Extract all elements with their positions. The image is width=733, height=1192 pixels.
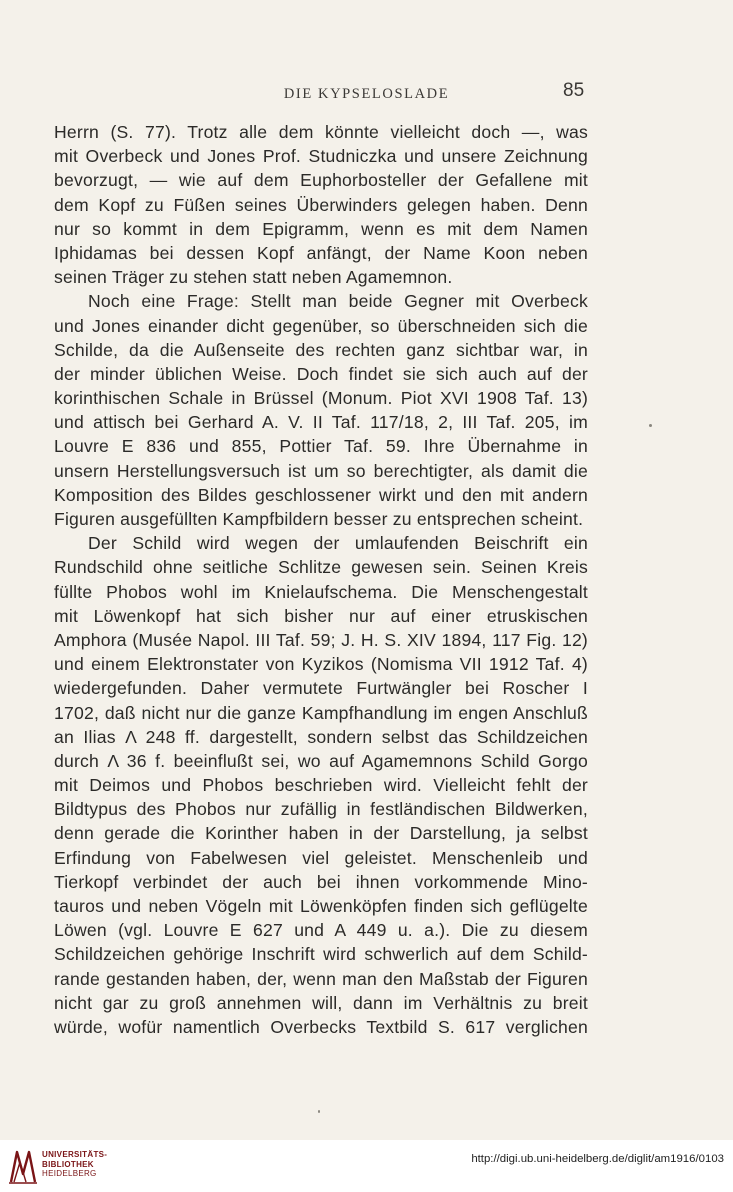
text-line: 1702, daß nicht nur die ganze Kampfhandlung im engen Anschluß bbox=[54, 702, 588, 723]
text-line: durch Λ 36 f. beeinflußt sei, wo auf Agamemnons Schild Gorgo bbox=[54, 750, 588, 771]
text-line: denn gerade die Korinther haben in der Darstellung, ja selbst bbox=[54, 823, 588, 844]
text-line: nur so kommt in dem Epigramm, wenn es mit dem Namen bbox=[54, 218, 588, 239]
text-line: Noch eine Frage: Stellt man beide Gegner mit Overbeck bbox=[88, 291, 588, 312]
text-line: Amphora (Musée Napol. III Taf. 59; J. H. S. XIV 1894, 117 Fig. 12) bbox=[54, 629, 588, 650]
page-number: 85 bbox=[563, 80, 585, 101]
text-line: Figuren ausgefüllten Kampfbildern besser zu entsprechen scheint. bbox=[54, 509, 584, 529]
text-line: unsern Herstellungsversuch ist um so berechtigter, als damit die bbox=[54, 460, 588, 481]
text-line: Erfindung von Fabelwesen viel geleistet. Menschenleib und bbox=[54, 847, 588, 868]
text-line: füllte Phobos wohl im Knielaufschema. Die Menschengestalt bbox=[54, 581, 588, 602]
text-line: und attisch bei Gerhard A. V. II Taf. 117/18, 2, III Taf. 205, im bbox=[54, 412, 588, 433]
text-line: nicht gar zu groß annehmen will, dann im Verhältnis zu breit bbox=[54, 992, 588, 1013]
text-line: bevorzugt, — wie auf dem Euphorbosteller der Gefallene mit bbox=[54, 170, 588, 191]
running-header: DIE KYPSELOSLADE bbox=[283, 86, 450, 102]
text-line: Schilde, da die Außenseite des rechten ganz sichtbar war, in bbox=[54, 339, 588, 360]
text-line: Rundschild ohne seitliche Schlitze gewesen sein. Seinen Kreis bbox=[54, 557, 588, 578]
text-line: Louvre E 836 und 855, Pottier Taf. 59. Ihre Übernahme in bbox=[54, 436, 588, 457]
text-line: mit Löwenkopf hat sich bisher nur auf einer etruskischen bbox=[54, 605, 588, 626]
text-line: seinen Träger zu stehen statt neben Agamemnon. bbox=[54, 267, 453, 288]
text-line: mit Overbeck und Jones Prof. Studniczka und unsere Zeichnung bbox=[54, 146, 588, 167]
paper-speck bbox=[649, 424, 652, 427]
text-line: tauros und neben Vögeln mit Löwenköpfen finden sich geflügelte bbox=[54, 896, 588, 916]
text-line: der minder üblichen Weise. Doch findet sie sich auch auf der bbox=[54, 363, 588, 384]
text-line: rande gestanden haben, der, wenn man den Maßstab der Figuren bbox=[54, 968, 588, 989]
text-line: Herrn (S. 77). Trotz alle dem könnte vielleicht doch —, was bbox=[54, 122, 588, 142]
text-line: Löwen (vgl. Louvre E 627 und A 449 u. a.). Die zu diesem bbox=[54, 920, 588, 941]
text-line: und einem Elektronstater von Kyzikos (Nomisma VII 1912 Taf. 4) bbox=[54, 654, 588, 675]
paper-speck bbox=[318, 1110, 320, 1113]
text-line: korinthischen Schale in Brüssel (Monum. Piot XVI 1908 Taf. 13) bbox=[54, 388, 588, 409]
text-line: würde, wofür namentlich Overbecks Textbild S. 617 verglichen bbox=[54, 1016, 588, 1037]
text-line: Schildzeichen gehörige Inschrift wird schwerlich auf dem Schild- bbox=[54, 944, 588, 965]
text-line: Der Schild wird wegen der umlaufenden Beischrift ein bbox=[88, 533, 588, 554]
library-name-line: HEIDELBERG bbox=[42, 1169, 97, 1178]
text-line: wiedergefunden. Daher vermutete Furtwängler bei Roscher I bbox=[54, 678, 588, 699]
text-line: Iphidamas bei dessen Kopf anfängt, der Name Koon neben bbox=[54, 242, 588, 263]
viewer-footer bbox=[0, 1140, 733, 1192]
text-line: Tierkopf verbindet der auch bei ihnen vorkommende Mino- bbox=[54, 871, 588, 892]
text-line: und Jones einander dicht gegenüber, so überschneiden sich die bbox=[54, 315, 588, 336]
source-url-link[interactable]: http://digi.ub.uni-heidelberg.de/diglit/am1916/0103 bbox=[471, 1153, 724, 1165]
library-name-line: UNIVERSITÄTS- bbox=[42, 1150, 108, 1159]
text-line: mit Deimos und Phobos beschrieben wird. Vielleicht fehlt der bbox=[54, 775, 588, 796]
text-line: Bildtypus des Phobos nur zufällig in festländischen Bildwerken, bbox=[54, 799, 588, 820]
text-line: dem Kopf zu Füßen seines Überwinders gelegen haben. Denn bbox=[54, 194, 588, 215]
university-library-logo bbox=[8, 1148, 38, 1184]
library-name bbox=[42, 1150, 107, 1179]
text-line: Komposition des Bildes geschlossener wirkt und den mit andern bbox=[54, 484, 588, 505]
text-line: an Ilias Λ 248 ff. dargestellt, sondern selbst das Schildzeichen bbox=[54, 726, 588, 747]
library-name-line: BIBLIOTHEK bbox=[42, 1159, 94, 1169]
body-text bbox=[54, 120, 588, 1039]
